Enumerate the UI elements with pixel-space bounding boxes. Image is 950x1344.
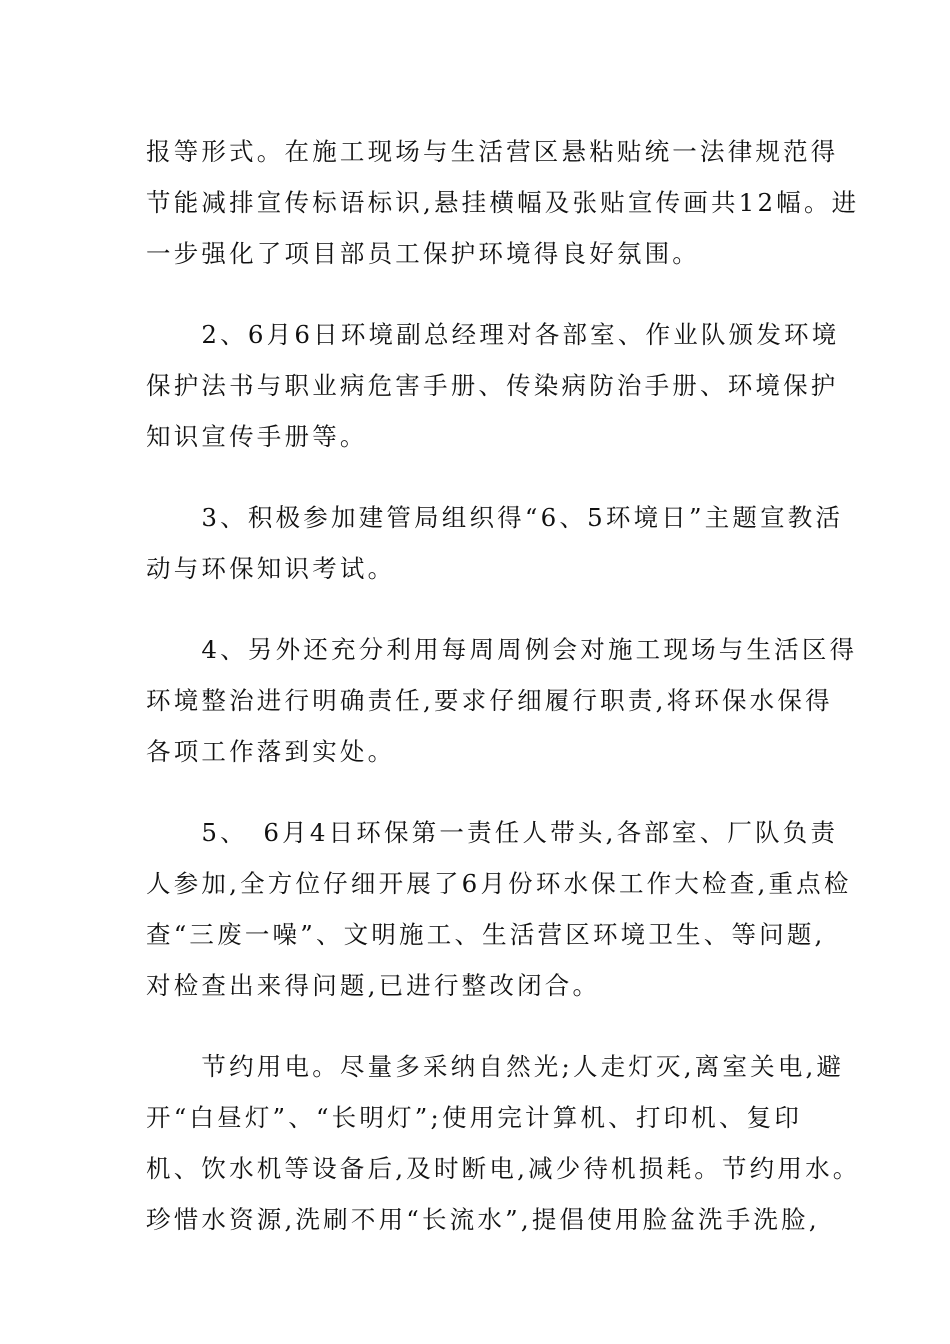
text-line: 节能减排宣传标语标识,悬挂横幅及张贴宣传画共12幅。进 bbox=[146, 188, 860, 217]
paragraph-gap bbox=[146, 462, 816, 492]
paragraph-gap bbox=[146, 1011, 816, 1041]
text-line: 开“白昼灯”、“长明灯”;使用完计算机、打印机、复印 bbox=[146, 1103, 803, 1132]
text-line: 4、另外还充分利用每周周例会对施工现场与生活区得 bbox=[146, 635, 858, 664]
paragraph-gap bbox=[146, 777, 816, 807]
text-line: 珍惜水资源,洗刷不用“长流水”,提倡使用脸盆洗手洗脸, bbox=[146, 1205, 820, 1234]
text-line: 机、饮水机等设备后,及时断电,减少待机损耗。节约用水。 bbox=[146, 1154, 861, 1183]
paragraph-gap bbox=[146, 594, 816, 624]
text-line: 人参加,全方位仔细开展了6月份环水保工作大检查,重点检 bbox=[146, 869, 852, 898]
text-line: 2、6月6日环境副总经理对各部室、作业队颁发环境 bbox=[146, 320, 840, 349]
text-line: 各项工作落到实处。 bbox=[146, 737, 396, 766]
paragraph-1 bbox=[146, 126, 860, 279]
text-line: 对检查出来得问题,已进行整改闭合。 bbox=[146, 971, 601, 1000]
text-line: 节约用电。尽量多采纳自然光;人走灯灭,离室关电,避 bbox=[146, 1052, 845, 1081]
text-line: 知识宣传手册等。 bbox=[146, 422, 368, 451]
paragraph-4 bbox=[146, 624, 858, 777]
text-line: 保护法书与职业病危害手册、传染病防治手册、环境保护 bbox=[146, 371, 839, 400]
text-line: 一步强化了项目部员工保护环境得良好氛围。 bbox=[146, 239, 700, 268]
text-line: 报等形式。在施工现场与生活营区悬粘贴统一法律规范得 bbox=[146, 137, 839, 166]
document-body bbox=[146, 126, 861, 1245]
text-line: 5、 6月4日环保第一责任人带头,各部室、厂队负责 bbox=[146, 818, 839, 847]
paragraph-5 bbox=[146, 807, 852, 1011]
text-line: 查“三废一噪”、文明施工、生活营区环境卫生、等问题, bbox=[146, 920, 826, 949]
paragraph-2 bbox=[146, 309, 840, 462]
paragraph-gap bbox=[146, 279, 816, 309]
paragraph-3 bbox=[146, 492, 844, 594]
text-line: 动与环保知识考试。 bbox=[146, 554, 396, 583]
text-line: 环境整治进行明确责任,要求仔细履行职责,将环保水保得 bbox=[146, 686, 833, 715]
paragraph-6 bbox=[146, 1041, 861, 1245]
text-line: 3、积极参加建管局组织得“6、5环境日”主题宣教活 bbox=[146, 503, 844, 532]
